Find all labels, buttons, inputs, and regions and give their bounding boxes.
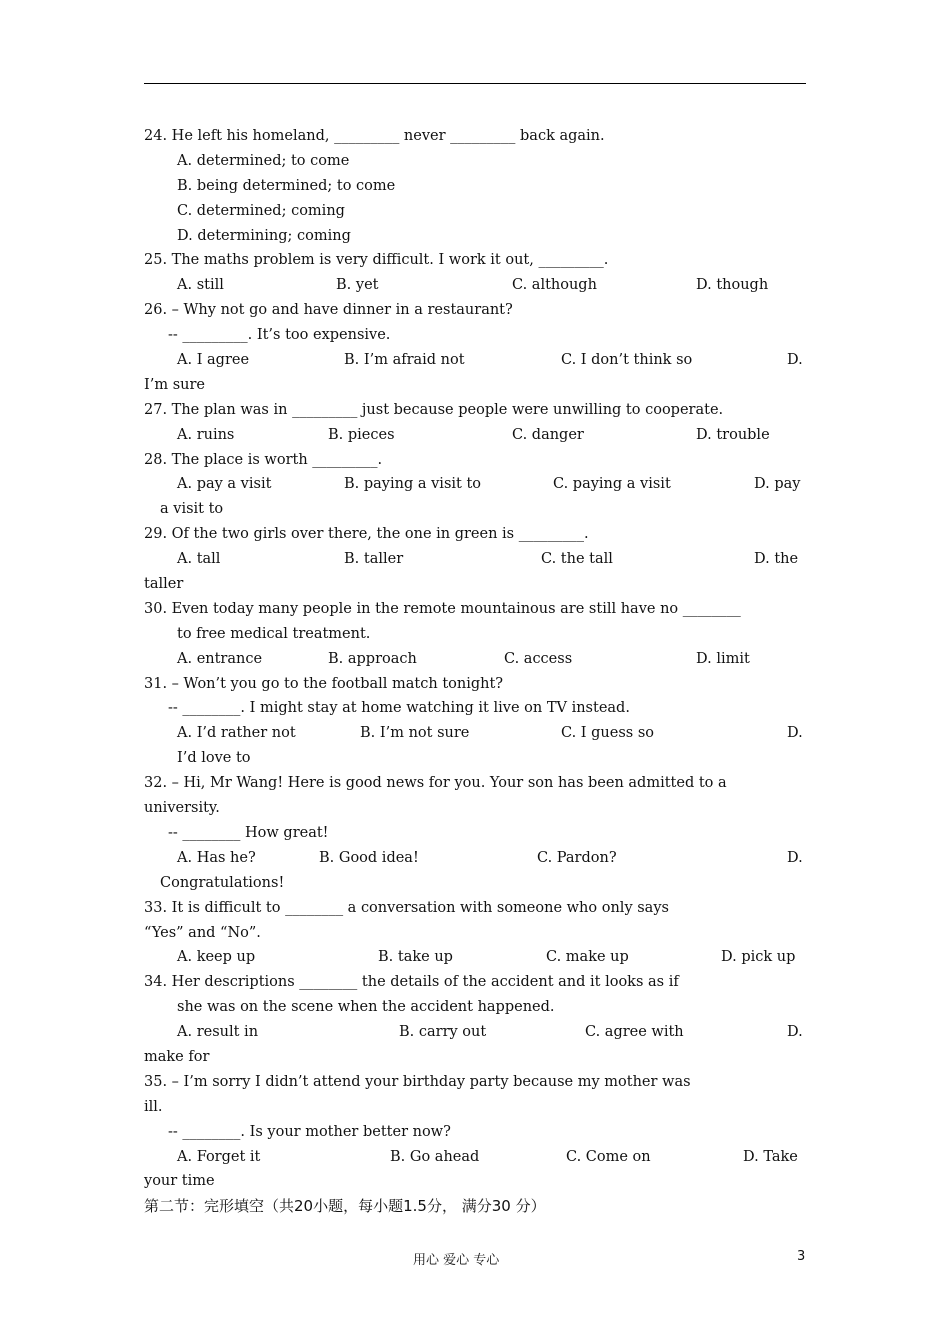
option-d-continued: make for bbox=[144, 1048, 210, 1065]
options-row bbox=[144, 547, 809, 572]
option-b: B. pieces bbox=[328, 426, 395, 443]
option-d-continued: I’d love to bbox=[177, 750, 251, 767]
question-list bbox=[144, 124, 809, 1219]
option-d: D. Take bbox=[743, 1148, 798, 1165]
options-row bbox=[144, 647, 809, 672]
reply-line: -- ________. I might stay at home watching it live on TV instead. bbox=[168, 700, 630, 717]
question-29: 29. Of the two girls over there, the one in green is _________. bbox=[144, 526, 589, 543]
option-d: D. bbox=[787, 725, 803, 742]
page-number: 3 bbox=[797, 1249, 806, 1264]
question-34: 34. Her descriptions ________ the details of the accident and it looks as if bbox=[144, 974, 679, 991]
option-d: D. the bbox=[754, 551, 799, 568]
option-d: D. bbox=[787, 1024, 803, 1041]
option-d: D. bbox=[787, 849, 803, 866]
option-c: C. I guess so bbox=[561, 725, 654, 742]
options-row bbox=[144, 423, 809, 448]
footer-text: 用心 爱心 专心 bbox=[413, 1253, 500, 1268]
options-row bbox=[144, 472, 809, 497]
option-b: B. approach bbox=[328, 650, 417, 667]
option-a: A. Has he? bbox=[177, 849, 256, 866]
options-row bbox=[144, 348, 809, 373]
question-27: 27. The plan was in _________ just because people were unwilling to cooperate. bbox=[144, 401, 724, 418]
option-d-continued: taller bbox=[144, 576, 184, 593]
reply-line: -- ________ How great! bbox=[168, 824, 329, 841]
page-footer bbox=[0, 1249, 950, 1269]
question-stem-continued: university. bbox=[144, 800, 220, 817]
option-c: C. danger bbox=[512, 426, 584, 443]
option-b: B. taller bbox=[344, 551, 404, 568]
option-a: A. entrance bbox=[177, 650, 263, 667]
option-c: C. agree with bbox=[585, 1024, 684, 1041]
option-b: B. Good idea! bbox=[319, 849, 419, 866]
question-30: 30. Even today many people in the remote mountainous are still have no ________ bbox=[144, 600, 741, 617]
option-d-continued: I’m sure bbox=[144, 376, 205, 393]
option-b: B. yet bbox=[336, 277, 379, 294]
option-d: D. trouble bbox=[696, 426, 770, 443]
option-c: C. I don’t think so bbox=[561, 352, 693, 369]
reply-line: -- _________. It’s too expensive. bbox=[168, 327, 391, 344]
question-31: 31. – Won’t you go to the football match tonight? bbox=[144, 675, 504, 692]
option-a: A. keep up bbox=[177, 949, 256, 966]
option-a: A. still bbox=[177, 277, 224, 294]
question-stem-continued: she was on the scene when the accident happened. bbox=[177, 999, 555, 1016]
question-25: 25. The maths problem is very difficult. I work it out, _________. bbox=[144, 252, 609, 269]
option-c: C. Come on bbox=[566, 1148, 651, 1165]
question-35: 35. – I’m sorry I didn’t attend your birthday party because my mother was bbox=[144, 1073, 691, 1090]
option-c: C. although bbox=[512, 277, 597, 294]
option-d: D. determining; coming bbox=[177, 227, 351, 244]
option-d-continued: a visit to bbox=[160, 501, 224, 518]
option-b: B. carry out bbox=[399, 1024, 487, 1041]
option-d-continued: your time bbox=[144, 1173, 215, 1190]
question-stem-continued: to free medical treatment. bbox=[177, 625, 371, 642]
option-d-continued: Congratulations! bbox=[160, 874, 285, 891]
question-26: 26. – Why not go and have dinner in a restaurant? bbox=[144, 302, 513, 319]
options-row bbox=[144, 945, 809, 970]
options-row bbox=[144, 721, 809, 746]
option-a: A. determined; to come bbox=[177, 152, 350, 169]
option-a: A. I agree bbox=[177, 352, 250, 369]
option-c: C. access bbox=[504, 650, 573, 667]
question-32: 32. – Hi, Mr Wang! Here is good news for you. Your son has been admitted to a bbox=[144, 775, 727, 792]
options-row bbox=[144, 273, 809, 298]
option-c: C. paying a visit bbox=[553, 476, 671, 493]
option-a: A. Forget it bbox=[177, 1148, 261, 1165]
option-c: C. the tall bbox=[541, 551, 613, 568]
section-heading: 第二节：完形填空（共20小题，每小题1.5分， 满分30 分） bbox=[144, 1197, 546, 1216]
option-c: C. Pardon? bbox=[537, 849, 617, 866]
option-b: B. paying a visit to bbox=[344, 476, 482, 493]
option-d: D. bbox=[787, 352, 803, 369]
options-row bbox=[144, 846, 809, 871]
option-d: D. limit bbox=[696, 650, 750, 667]
options-row bbox=[144, 1020, 809, 1045]
reply-line: -- ________. Is your mother better now? bbox=[168, 1123, 451, 1140]
option-a: A. pay a visit bbox=[177, 476, 272, 493]
option-a: A. tall bbox=[177, 551, 221, 568]
question-28: 28. The place is worth _________. bbox=[144, 451, 383, 468]
question-33: 33. It is difficult to ________ a conversation with someone who only says bbox=[144, 899, 669, 916]
option-b: B. being determined; to come bbox=[177, 177, 396, 194]
option-a: A. result in bbox=[177, 1024, 259, 1041]
question-stem-continued: ill. bbox=[144, 1098, 163, 1115]
option-d: D. pick up bbox=[721, 949, 796, 966]
options-row bbox=[144, 1145, 809, 1170]
option-d: D. though bbox=[696, 277, 769, 294]
option-b: B. Go ahead bbox=[390, 1148, 480, 1165]
option-d: D. pay bbox=[754, 476, 801, 493]
question-stem: 24. He left his homeland, _________ never _________ back again. bbox=[144, 128, 605, 144]
option-c: C. determined; coming bbox=[177, 202, 345, 219]
option-b: B. I’m afraid not bbox=[344, 352, 465, 369]
question-24 bbox=[144, 124, 809, 149]
option-b: B. I’m not sure bbox=[360, 725, 470, 742]
question-stem-continued: “Yes” and “No”. bbox=[144, 924, 261, 941]
header-rule bbox=[144, 83, 806, 84]
option-a: A. I’d rather not bbox=[177, 725, 296, 742]
option-a: A. ruins bbox=[177, 426, 235, 443]
option-b: B. take up bbox=[378, 949, 453, 966]
option-c: C. make up bbox=[546, 949, 629, 966]
